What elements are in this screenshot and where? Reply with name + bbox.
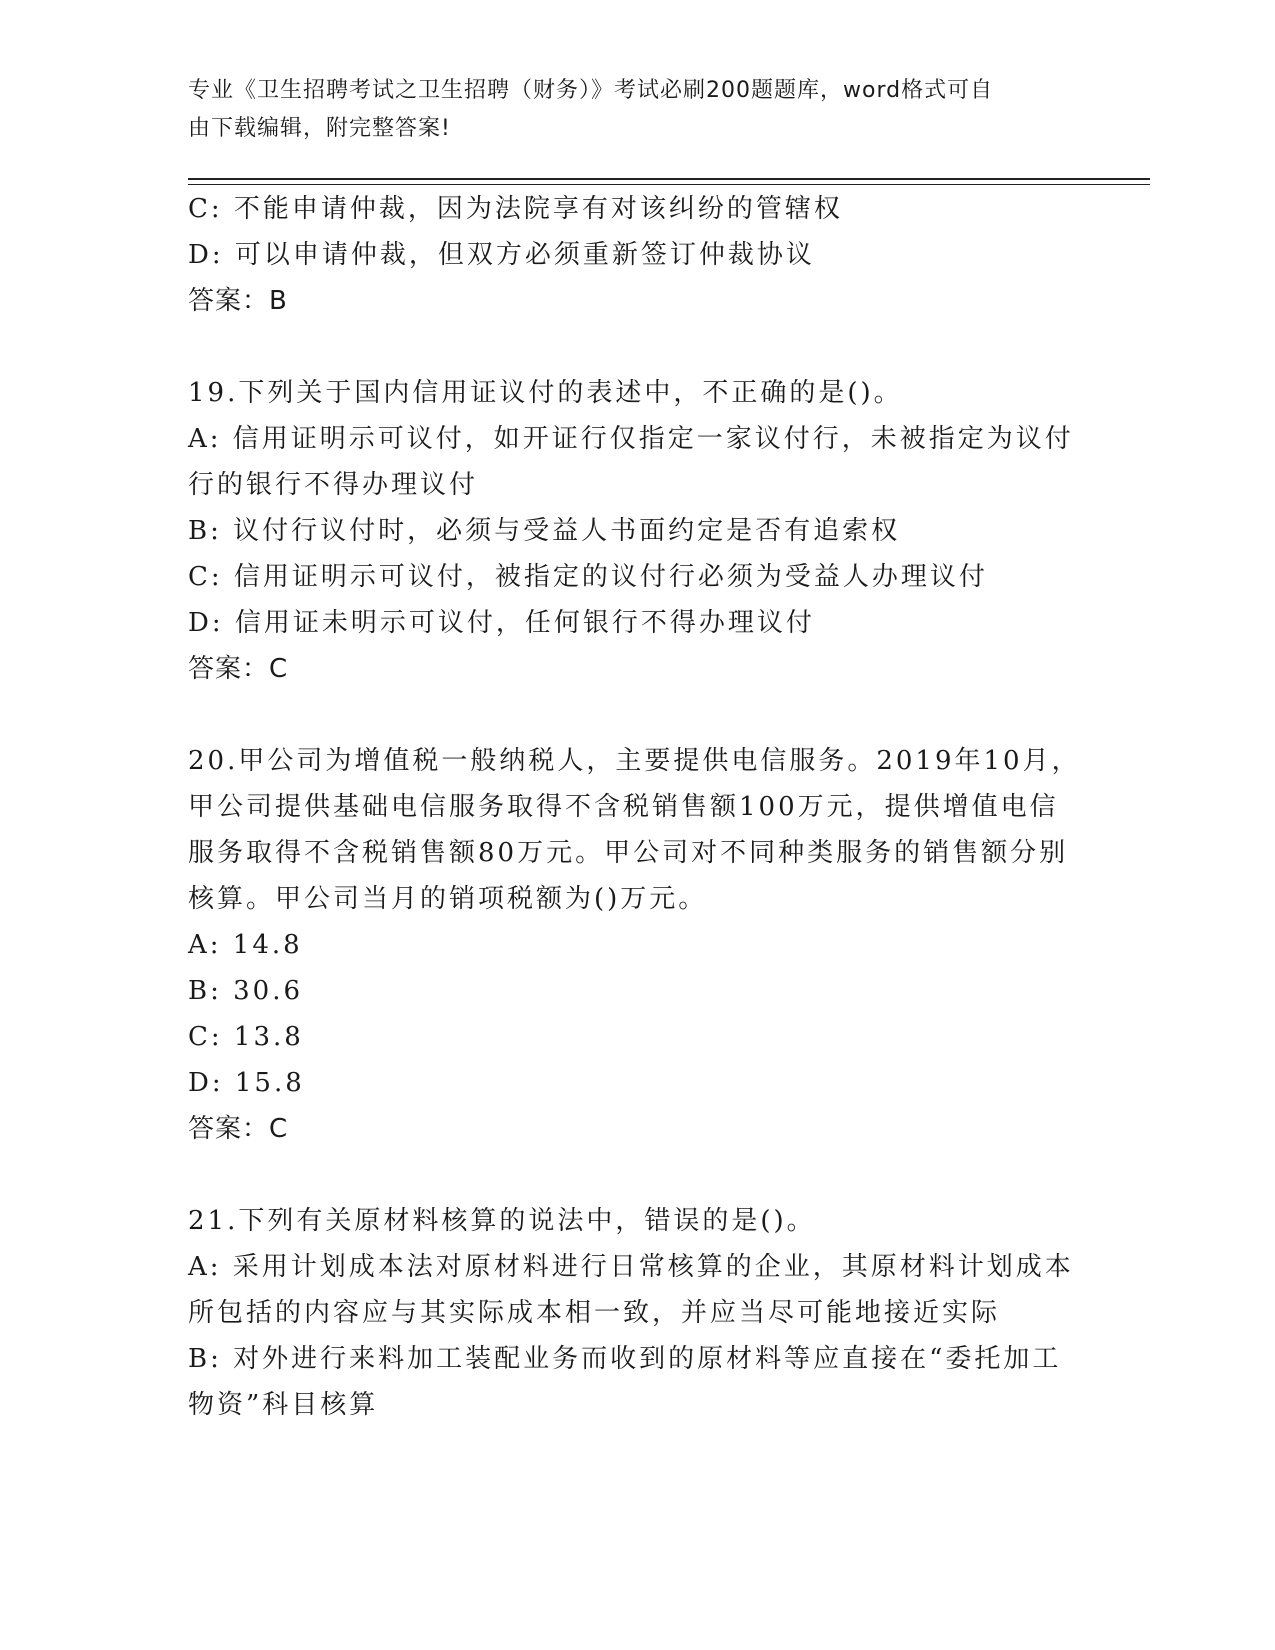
option-b: B: 议付行议付时，必须与受益人书面约定是否有追索权 xyxy=(188,516,901,546)
option-b-line-1: B: 对外进行来料加工装配业务而收到的原材料等应直接在“委托加工 xyxy=(188,1344,1062,1374)
header-title-line-1: 专业《卫生招聘考试之卫生招聘（财务）》考试必刷200题题库，word格式可自 xyxy=(188,78,994,103)
option-d: D: 可以申请仲裁，但双方必须重新签订仲裁协议 xyxy=(188,240,815,270)
option-c: C: 13.8 xyxy=(188,1022,304,1052)
question-18-tail xyxy=(188,186,1078,324)
answer-value: C xyxy=(269,1114,289,1144)
answer-line xyxy=(188,1106,1078,1152)
question-list xyxy=(188,186,1081,1428)
option-c: C: 信用证明示可议付，被指定的议付行必须为受益人办理议付 xyxy=(188,562,988,592)
question-stem: 19.下列关于国内信用证议付的表述中，不正确的是()。 xyxy=(188,378,903,408)
option-c: C: 不能申请仲裁，因为法院享有对该纠纷的管辖权 xyxy=(188,194,843,224)
header-rule-thick xyxy=(188,178,1150,180)
question-stem-line-3: 服务取得不含税销售额80万元。甲公司对不同种类服务的销售额分别 xyxy=(188,838,1069,868)
question-stem-line-4: 核算。甲公司当月的销项税额为()万元。 xyxy=(188,884,708,914)
option-d: D: 15.8 xyxy=(188,1068,305,1098)
option-d: D: 信用证未明示可议付，任何银行不得办理议付 xyxy=(188,608,815,638)
answer-line xyxy=(188,646,1078,692)
question-21 xyxy=(188,1198,1078,1428)
answer-line xyxy=(188,278,1078,324)
answer-label: 答案： xyxy=(188,286,270,316)
option-a: A: 14.8 xyxy=(188,930,303,960)
spacer xyxy=(188,692,1078,738)
option-b: B: 30.6 xyxy=(188,976,304,1006)
spacer xyxy=(188,1152,1078,1198)
answer-label: 答案： xyxy=(188,1114,270,1144)
header-title-line-2: 由下载编辑，附完整答案! xyxy=(188,116,451,141)
spacer xyxy=(188,324,1078,370)
option-a-line-2: 行的银行不得办理议付 xyxy=(188,470,479,500)
answer-value: B xyxy=(269,286,288,316)
document-header xyxy=(188,72,1068,148)
option-a-line-2: 所包括的内容应与其实际成本相一致，并应当尽可能地接近实际 xyxy=(188,1298,1001,1328)
option-b-line-2: 物资”科目核算 xyxy=(188,1390,379,1420)
question-stem: 21.下列有关原材料核算的说法中，错误的是()。 xyxy=(188,1206,816,1236)
answer-label: 答案： xyxy=(188,654,270,684)
option-a-line-1: A: 采用计划成本法对原材料进行日常核算的企业，其原材料计划成本 xyxy=(188,1252,1074,1282)
question-19 xyxy=(188,370,1078,692)
answer-value: C xyxy=(269,654,289,684)
question-stem-line-1: 20.甲公司为增值税一般纳税人，主要提供电信服务。2019年10月， xyxy=(188,746,1081,776)
option-a-line-1: A: 信用证明示可议付，如开证行仅指定一家议付行，未被指定为议付 xyxy=(188,424,1074,454)
header-rule-thin xyxy=(188,184,1150,185)
question-stem-line-2: 甲公司提供基础电信服务取得不含税销售额100万元，提供增值电信 xyxy=(188,792,1059,822)
question-20 xyxy=(188,738,1081,1152)
